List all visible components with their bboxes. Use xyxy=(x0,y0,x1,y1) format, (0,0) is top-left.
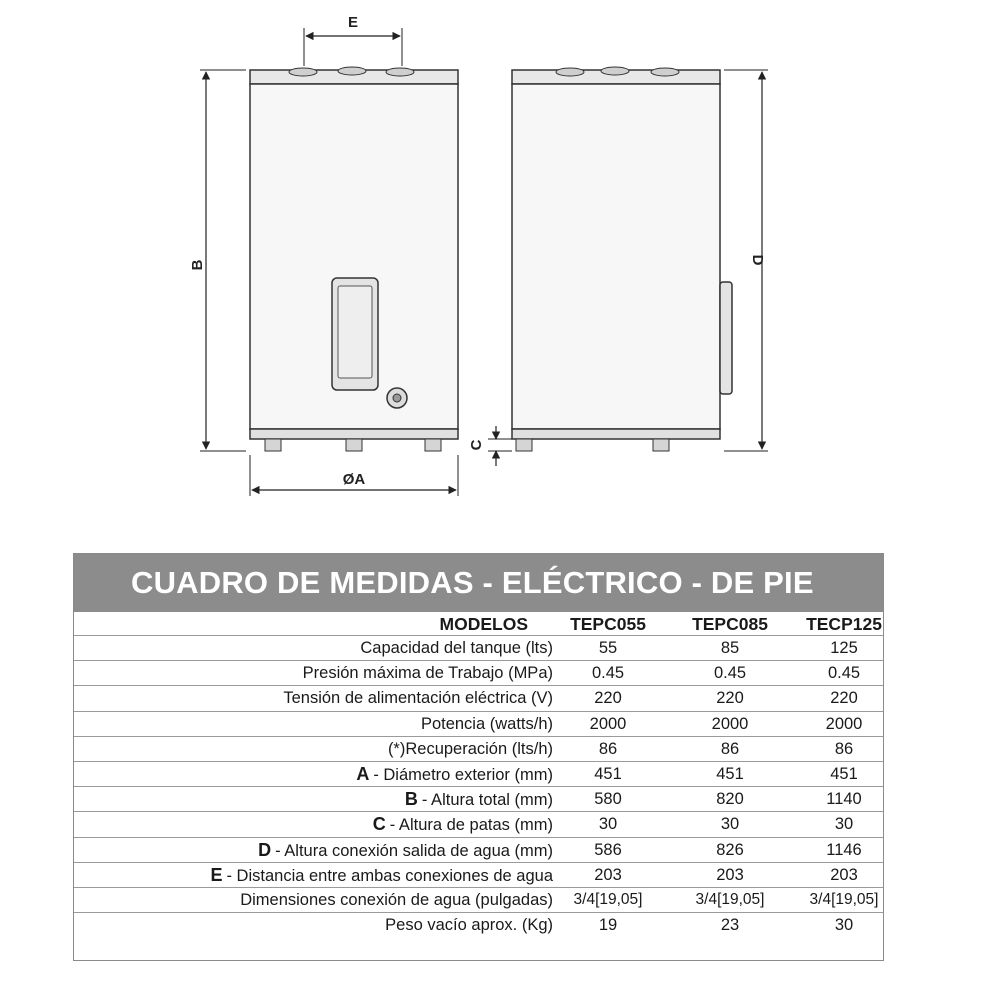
table-row xyxy=(74,812,883,837)
table-row xyxy=(74,636,883,661)
dimension-c xyxy=(468,426,512,466)
table-row xyxy=(74,737,883,762)
row-value: 23 xyxy=(720,916,740,935)
row-label-text: - Distancia entre ambas conexiones de agua xyxy=(226,866,553,885)
row-value: 3/4[19,05] xyxy=(573,890,643,908)
models-header-label: MODELOS xyxy=(439,614,528,634)
row-value: 203 xyxy=(594,865,622,884)
row-label xyxy=(356,762,553,787)
table-row xyxy=(74,762,883,787)
table-title: CUADRO DE MEDIDAS - ELÉCTRICO - DE PIE xyxy=(74,554,883,612)
row-label-text: Potencia (watts/h) xyxy=(420,714,553,733)
row-label xyxy=(360,636,553,660)
dimension-a xyxy=(250,455,458,496)
front-view xyxy=(250,67,458,451)
row-value: 1140 xyxy=(826,790,862,809)
dim-label-e: E xyxy=(347,14,359,31)
row-value: 203 xyxy=(716,865,744,884)
row-value: 0.45 xyxy=(827,664,861,683)
row-label-text: Peso vacío aprox. (Kg) xyxy=(385,916,553,935)
dimension-e xyxy=(304,14,402,66)
row-label-text: (*)Recuperación (lts/h) xyxy=(387,739,553,758)
row-value: 86 xyxy=(834,739,854,758)
dimension-letter: D xyxy=(258,839,272,860)
table-header-row xyxy=(74,612,883,636)
dim-label-b: B xyxy=(189,259,206,271)
row-value: 125 xyxy=(830,639,858,657)
dimension-letter: E xyxy=(210,864,223,885)
row-label xyxy=(405,787,553,812)
table-body xyxy=(74,612,883,938)
row-label-text: Capacidad del tanque (lts) xyxy=(360,639,553,657)
row-value: 451 xyxy=(716,764,744,783)
row-label-text: - Altura conexión salida de agua (mm) xyxy=(275,841,553,860)
row-value: 451 xyxy=(594,764,622,783)
row-value: 30 xyxy=(720,815,740,834)
row-label xyxy=(283,686,553,710)
table-row xyxy=(74,838,883,863)
dimension-letter: A xyxy=(356,763,370,784)
row-value: 86 xyxy=(720,739,740,758)
row-value: 220 xyxy=(716,689,744,708)
row-label-text: - Altura de patas (mm) xyxy=(389,816,553,835)
specifications-table xyxy=(73,553,884,961)
row-label xyxy=(240,888,553,912)
row-value: 580 xyxy=(594,790,622,809)
table-row xyxy=(74,888,883,913)
row-label-text: Presión máxima de Trabajo (MPa) xyxy=(302,664,553,683)
row-value: 30 xyxy=(834,916,854,935)
row-value: 203 xyxy=(830,865,858,884)
table-row xyxy=(74,787,883,812)
dimension-letter: C xyxy=(372,814,386,835)
table-row xyxy=(74,661,883,686)
row-value: 86 xyxy=(598,739,618,758)
table-row xyxy=(74,686,883,711)
row-value: 451 xyxy=(830,764,858,783)
row-value: 826 xyxy=(716,840,744,859)
row-value: 0.45 xyxy=(713,664,747,683)
row-label xyxy=(373,812,553,837)
row-value: 2000 xyxy=(825,714,863,733)
row-value: 30 xyxy=(834,815,854,834)
row-label-text: - Diámetro exterior (mm) xyxy=(373,765,553,784)
row-label xyxy=(210,863,553,888)
row-value: 220 xyxy=(594,689,622,708)
row-value: 85 xyxy=(720,639,740,657)
row-label-text: Dimensiones conexión de agua (pulgadas) xyxy=(240,890,553,909)
row-label xyxy=(385,913,553,937)
table-row xyxy=(74,863,883,888)
row-value: 55 xyxy=(598,639,618,657)
table-row xyxy=(74,913,883,938)
dim-label-c: C xyxy=(468,439,485,451)
row-label xyxy=(388,737,553,761)
table-row xyxy=(74,712,883,737)
row-label xyxy=(303,661,553,685)
row-value: 2000 xyxy=(589,714,627,733)
dimension-b xyxy=(189,70,246,451)
row-value: 3/4[19,05] xyxy=(695,890,765,908)
row-value: 3/4[19,05] xyxy=(809,890,879,908)
dim-label-d: D xyxy=(749,254,766,266)
row-value: 1146 xyxy=(826,840,862,859)
row-value: 586 xyxy=(594,840,622,859)
row-label-text: - Altura total (mm) xyxy=(421,791,553,810)
row-label-text: Tensión de alimentación eléctrica (V) xyxy=(283,689,553,708)
model-name: TEPC085 xyxy=(692,614,768,634)
row-value: 220 xyxy=(830,689,858,708)
dimension-letter: B xyxy=(404,789,418,810)
row-value: 2000 xyxy=(711,714,749,733)
model-name: TECP125 xyxy=(806,614,882,634)
row-label xyxy=(421,712,553,736)
row-value: 820 xyxy=(716,790,744,809)
dim-label-a: ØA xyxy=(342,471,366,488)
side-view xyxy=(512,67,732,451)
model-name: TEPC055 xyxy=(570,614,646,634)
row-label xyxy=(258,838,553,863)
row-value: 30 xyxy=(598,815,618,834)
row-value: 19 xyxy=(598,916,618,935)
row-value: 0.45 xyxy=(591,664,625,683)
